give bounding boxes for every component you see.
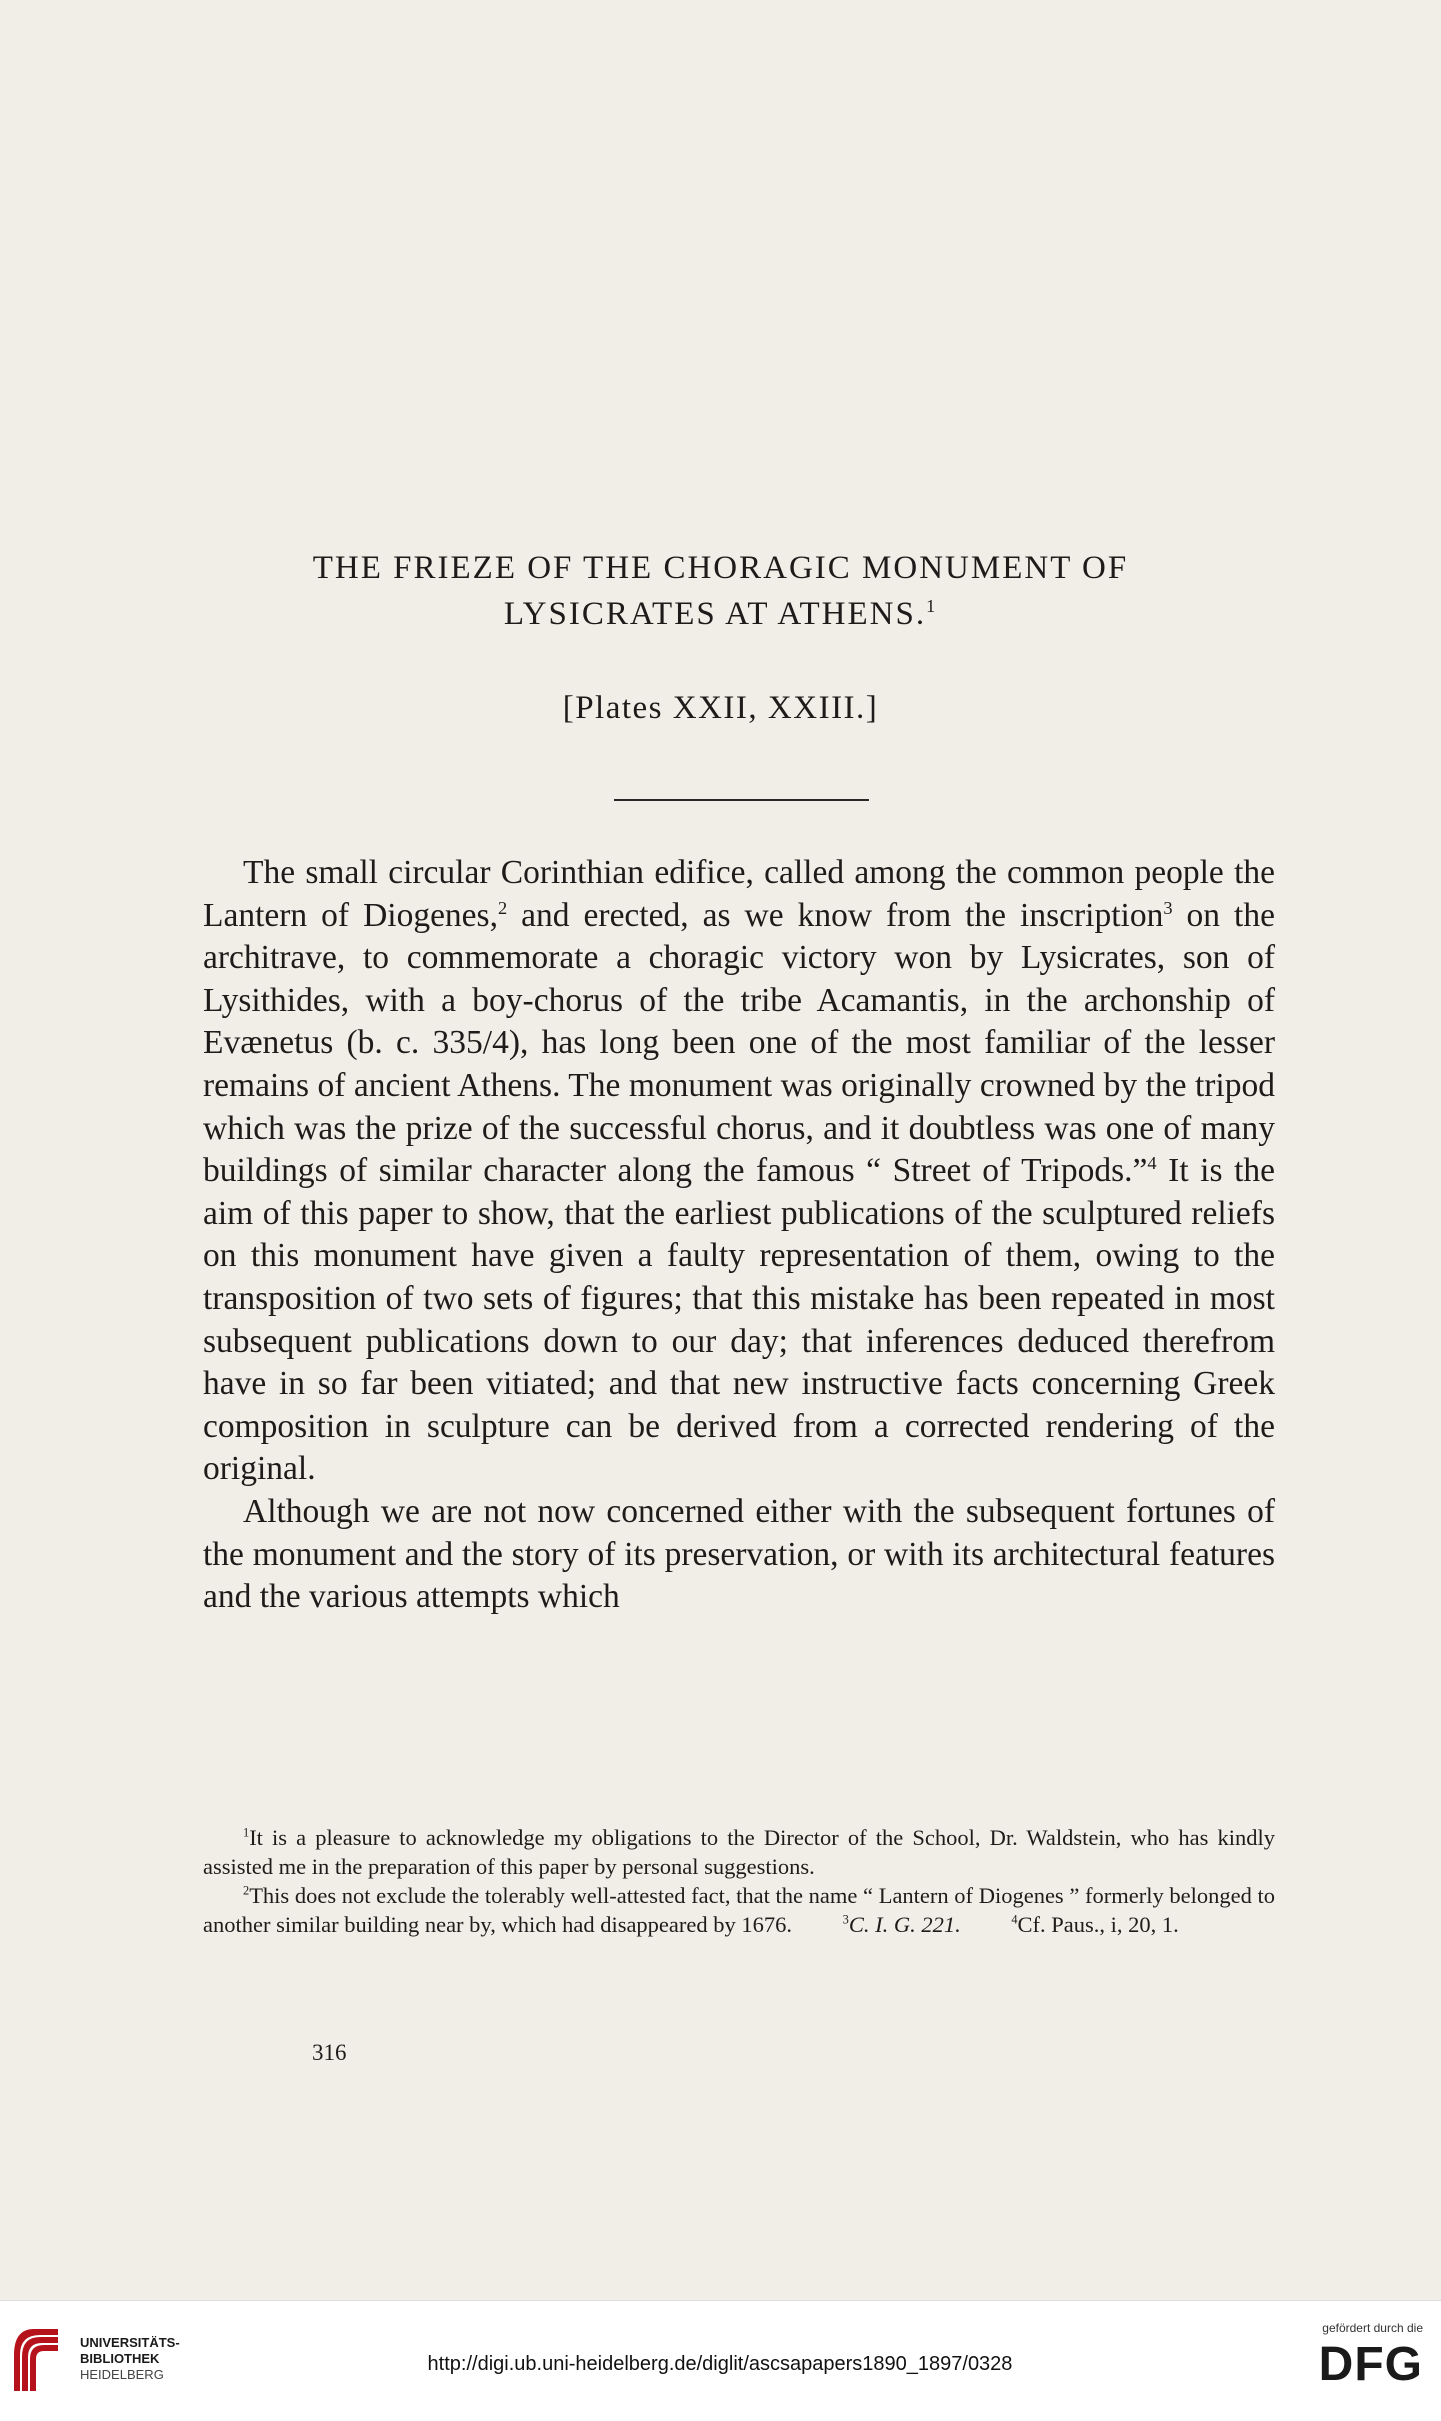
footnote-ref-2: 2: [497, 897, 508, 918]
plates-reference: [Plates XXII, XXIII.]: [562, 690, 879, 726]
viewer-footer: [0, 2300, 1441, 2421]
title-footnote-mark: 1: [926, 596, 938, 616]
title-line-2: LYSICRATES AT ATHENS.$^1$: [503, 596, 938, 632]
permalink-url[interactable]: http://digi.ub.uni-heidelberg.de/diglit/ascsapapers1890_1897/0328: [427, 2353, 1013, 2375]
footnote-ref-3: 3: [1163, 897, 1173, 918]
footnote-4: Cf. Paus., i, 20, 1.: [1017, 1912, 1179, 1937]
dfg-logo-icon: DFG: [1318, 2338, 1423, 2391]
footnotes: [203, 1823, 1275, 1939]
page-number: 316: [312, 2040, 347, 2065]
paragraph-2: Although we are not now concerned either with the subsequent fortunes of the monument and the story of its preservation, or with its architectural features and the various attempts which: [203, 1492, 1275, 1616]
library-name: UNIVERSITÄTS- BIBLIOTHEK HEIDELBERG: [80, 2335, 180, 2382]
library-logo-icon: [14, 2325, 74, 2395]
footnote-1: $^1$It is a pleasure to acknowledge my obligations to the Director of the School, Dr. Waldstein, who has kindly assisted me in the preparation of this paper by personal suggestions.: [203, 1825, 1275, 1879]
footnote-3: C. I. G. 221.: [848, 1912, 961, 1937]
article-title: [180, 545, 1261, 637]
footnote-4-mark: 4: [1011, 1912, 1018, 1927]
title-divider: [614, 799, 869, 801]
footnote-2: $^2$This does not exclude the tolerably well-attested fact, that the name “ Lantern of Diogenes ” formerly belonged to another similar building near by, which had disappeared by 1676. $^3$C. I. G. 221. $^4$Cf. Paus., i, 20, 1.: [203, 1883, 1275, 1937]
footnote-ref-4: 4: [1147, 1153, 1157, 1173]
title-line-1: THE FRIEZE OF THE CHORAGIC MONUMENT OF: [312, 550, 1129, 586]
body-text: [203, 852, 1275, 1619]
funder-logo: gefördert durch die DFG: [1273, 2321, 1423, 2391]
footnote-3-mark: 3: [842, 1912, 849, 1927]
paragraph-1: The small circular Corinthian edifice, called among the common people the Lantern of Diogenes,$^2$ and erected, as we know from the inscription$^3$ on the architrave, to commemorate a choragic victory won by Lysicrates, son of Lysithides, with a boy-chorus of the tribe Acamantis, in the archonship of Evænetus (b. c. 335/4), has long been one of the most familiar of the lesser remains of ancient Athens. The monument was originally crowned by the tripod which was the prize of the successful chorus, and it doubtless was one of many buildings of similar character along the famous “ Street of Tripods.”$^4$ It is the aim of this paper to show, that the earliest publications of the sculptured reliefs on this monument have given a faulty representation of them, owing to the transposition of two sets of figures; that this mistake has been repeated in most subsequent publications down to our day; that inferences deduced therefrom have in so far been vitiated; and that new instructive facts concerning Greek composition in sculpture can be derived from a corrected rendering of the original.: [203, 854, 1276, 1488]
